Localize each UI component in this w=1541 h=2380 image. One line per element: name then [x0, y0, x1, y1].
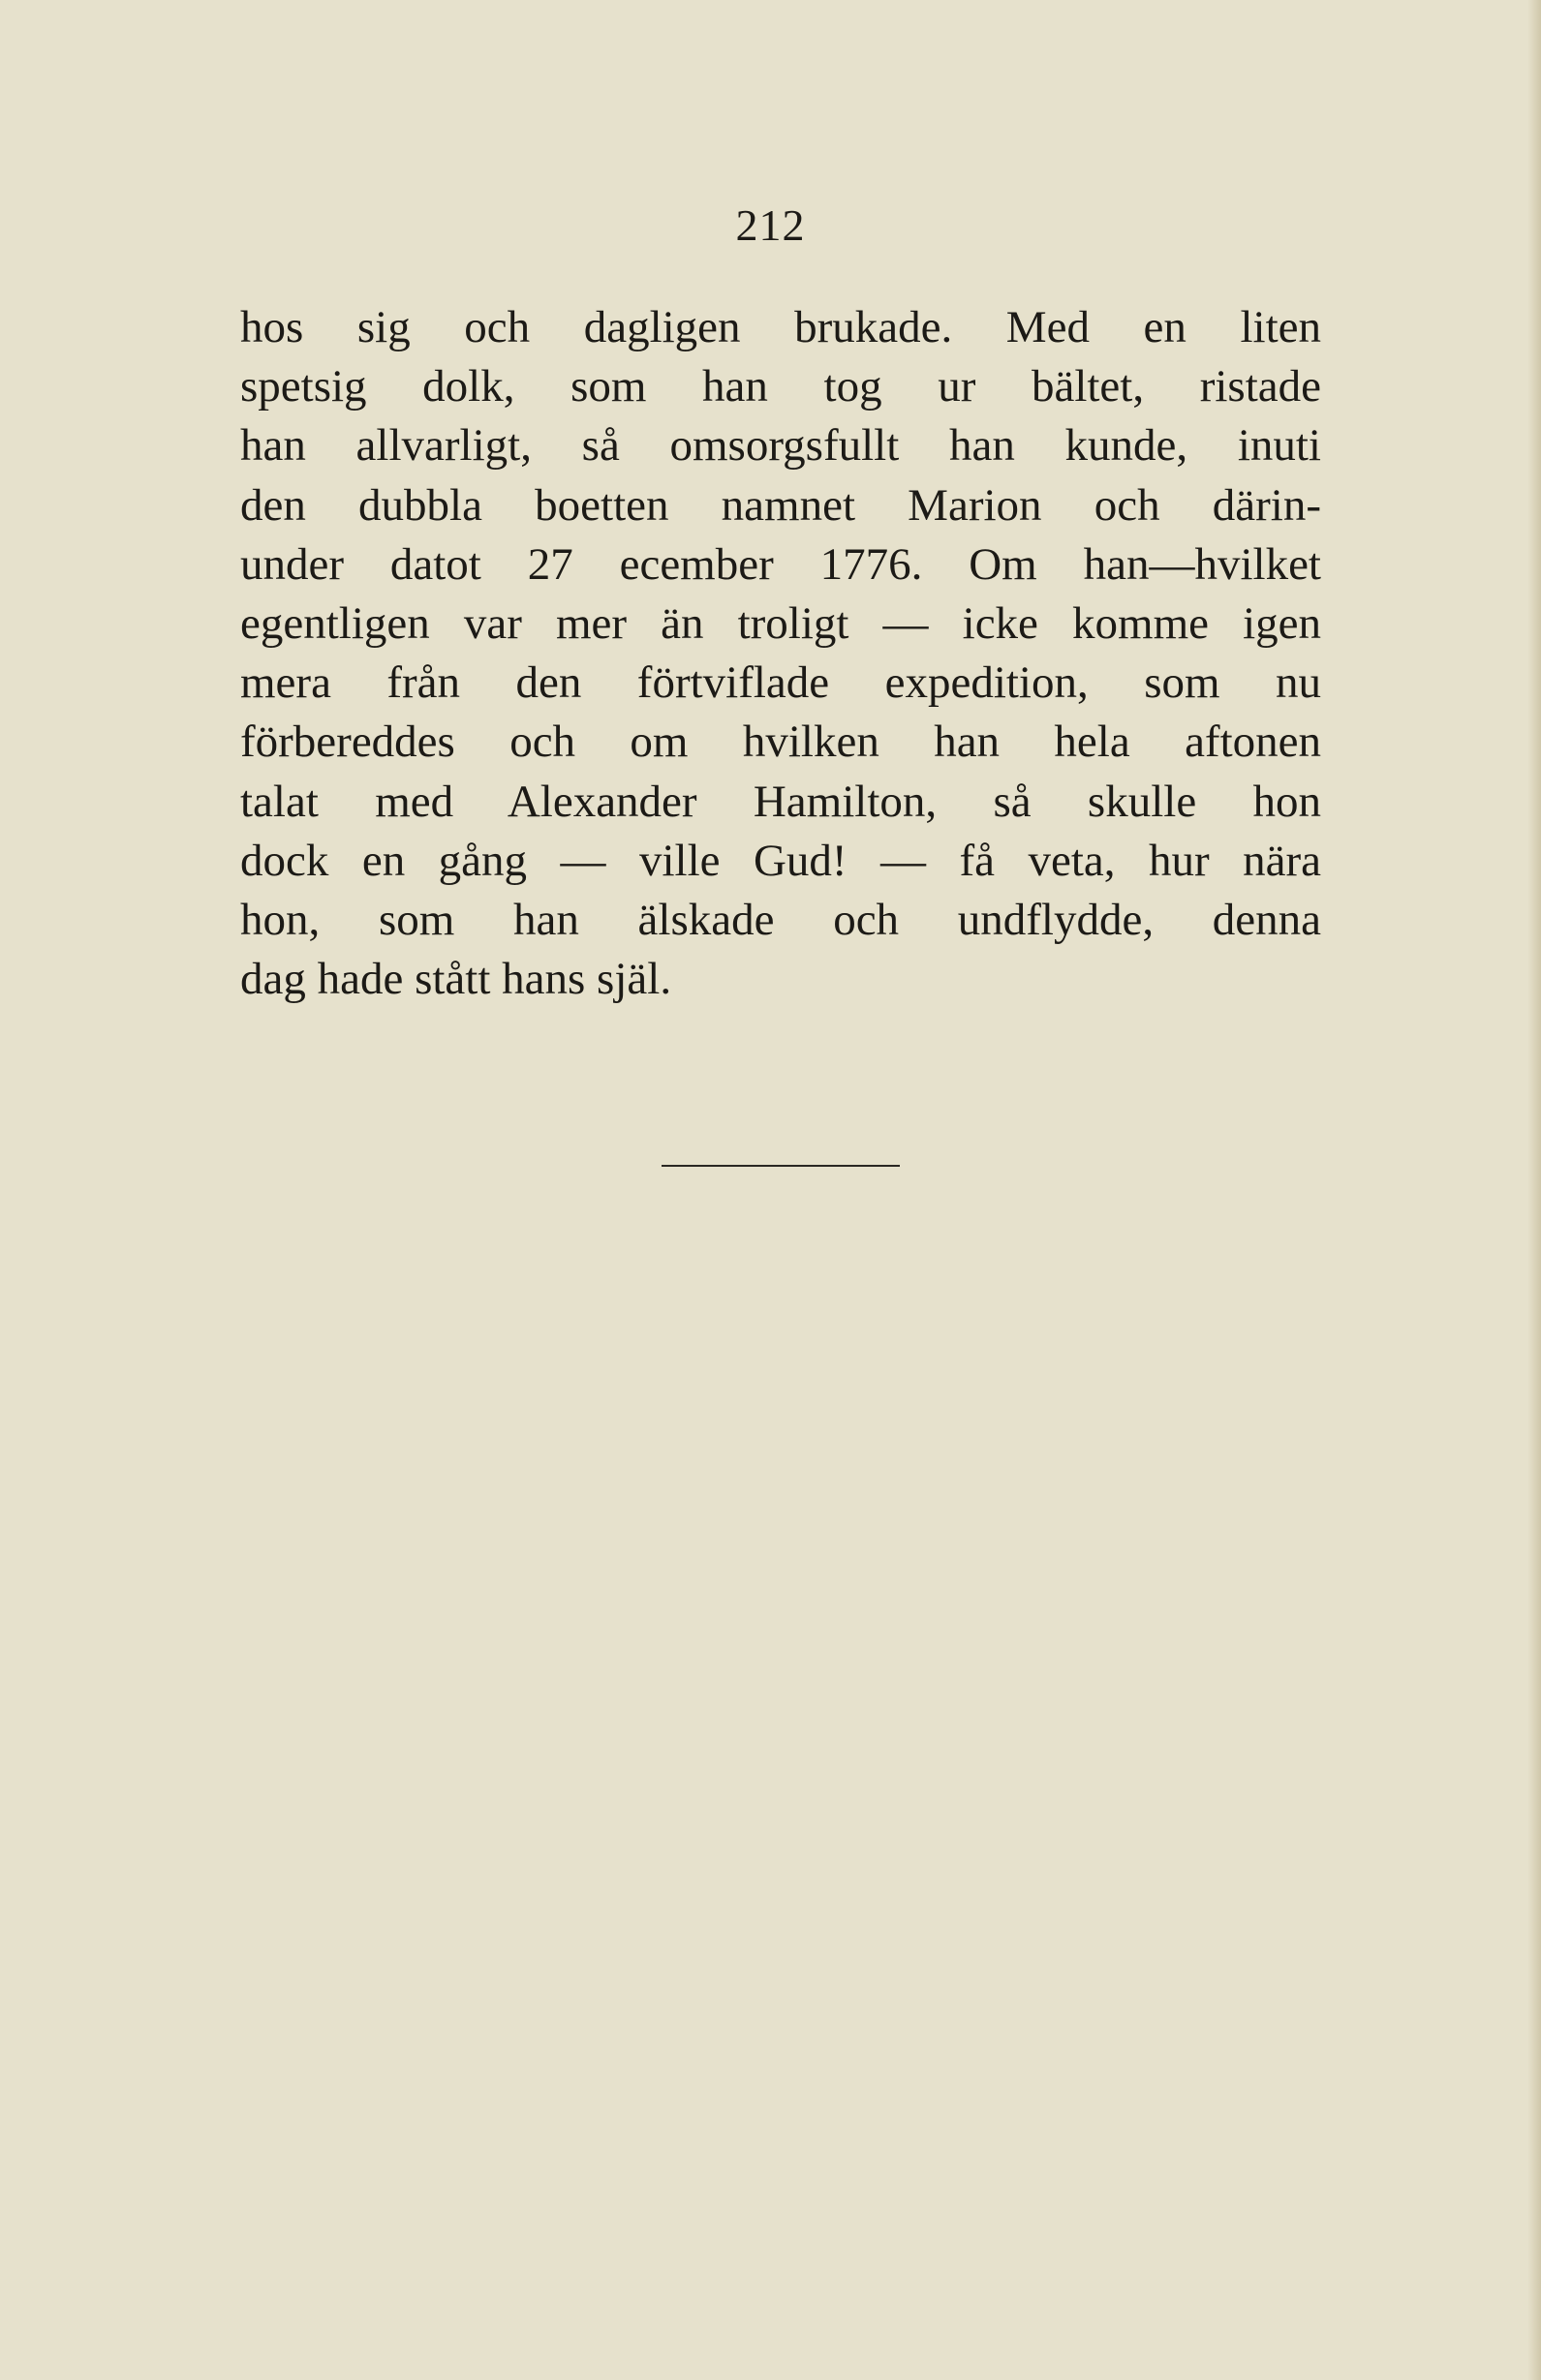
- text-line: hos sig och dagligen brukade. Med en liten: [240, 302, 1321, 352]
- page-number: 212: [735, 200, 806, 250]
- page-edge: [1527, 0, 1541, 2380]
- text-line: hon, som han älskade och undflydde, denna: [240, 894, 1321, 945]
- text-line: han allvarligt, så omsorgsfullt han kunde, inuti: [240, 420, 1321, 472]
- text-line: under datot 27 ecember 1776. Om han—hvilket: [240, 538, 1321, 590]
- body-text: [240, 298, 1321, 1009]
- chapter-end-rule: [662, 1165, 900, 1167]
- text-line: egentligen var mer än troligt — icke komme igen: [240, 597, 1321, 649]
- text-line: spetsig dolk, som han tog ur bältet, ristade: [240, 361, 1321, 412]
- text-line-last: dag hade stått hans själ.: [240, 954, 672, 1005]
- text-line: mera från den förtviflade expedition, som nu: [240, 657, 1321, 709]
- text-line: dock en gång — ville Gud! — få veta, hur nära: [240, 835, 1321, 886]
- text-line: förbereddes och om hvilken han hela aftonen: [240, 717, 1321, 768]
- text-line: talat med Alexander Hamilton, så skulle hon: [240, 776, 1321, 827]
- text-line: den dubbla boetten namnet Marion och därin-: [240, 479, 1321, 531]
